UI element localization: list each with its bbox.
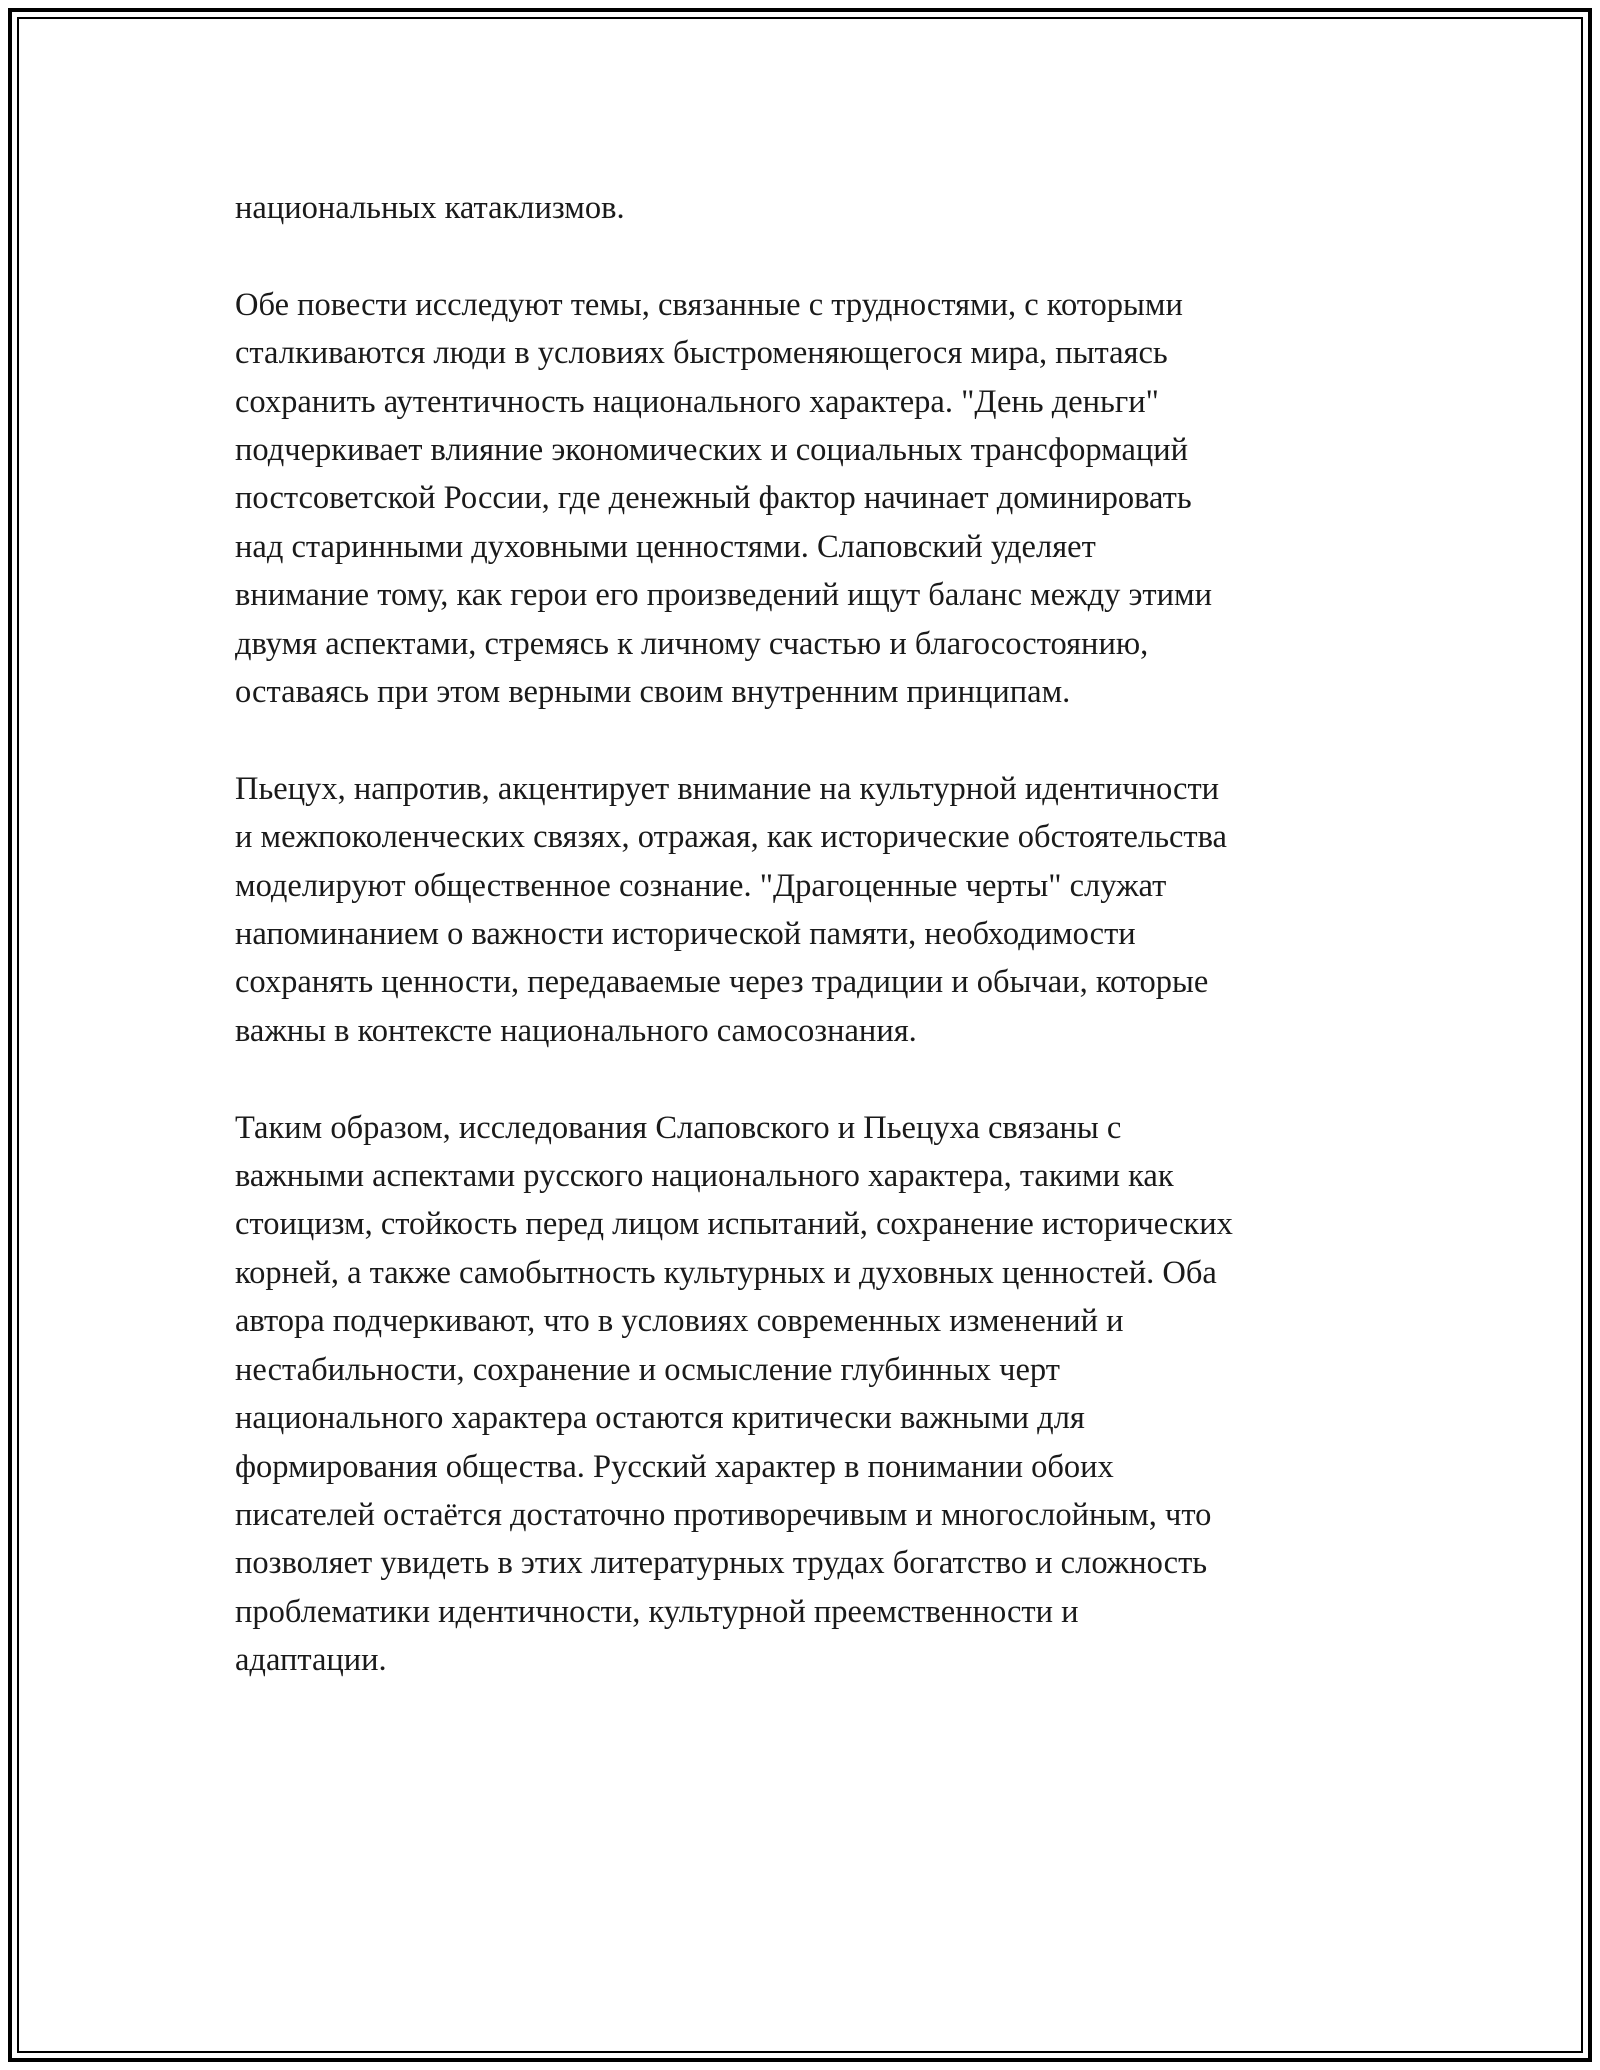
paragraph-continuation: национальных катаклизмов. <box>235 190 625 226</box>
paragraph-pietsukh: Пьецух, напротив, акцентирует внимание на культурной идентичности и межпоколенческих связях, отражая, как исторические обстоятельства моделируют общественное сознание. "Драгоценные черты" служат напоминанием о важности исторической памяти, необходимости сохранять ценности, передаваемые через традиции и обычаи, которые важны в контексте национального самосознания. <box>235 770 1227 1049</box>
document-body <box>235 184 1395 1685</box>
paragraph-conclusion: Таким образом, исследования Слаповского и Пьецуха связаны с важными аспектами русского национального характера, такими как стоицизм, стойкость перед лицом испытаний, сохранение исторических корней, а также самобытность культурных и духовных ценностей. Оба автора подчеркивают, что в условиях современных изменений и нестабильности, сохранение и осмысление глубинных черт национального характера остаются критически важными для формирования общества. Русский характер в понимании обоих писателей остаётся достаточно противоречивым и многослойным, что позволяет увидеть в этих литературных трудах богатство и сложность проблематики идентичности, культурной преемственности и адаптации. <box>235 1109 1233 1679</box>
paragraph-both-novellas: Обе повести исследуют темы, связанные с трудностями, с которыми сталкиваются люди в условиях быстроменяющегося мира, пытаясь сохранить аутентичность национального характера. "День деньги" подчеркивает влияние экономических и социальных трансформаций постсоветской России, где денежный фактор начинает доминировать над старинными духовными ценностями. Слаповский уделяет внимание тому, как герои его произведений ищут баланс между этими двумя аспектами, стремясь к личному счастью и благосостоянию, оставаясь при этом верными своим внутренним принципам. <box>235 286 1212 711</box>
